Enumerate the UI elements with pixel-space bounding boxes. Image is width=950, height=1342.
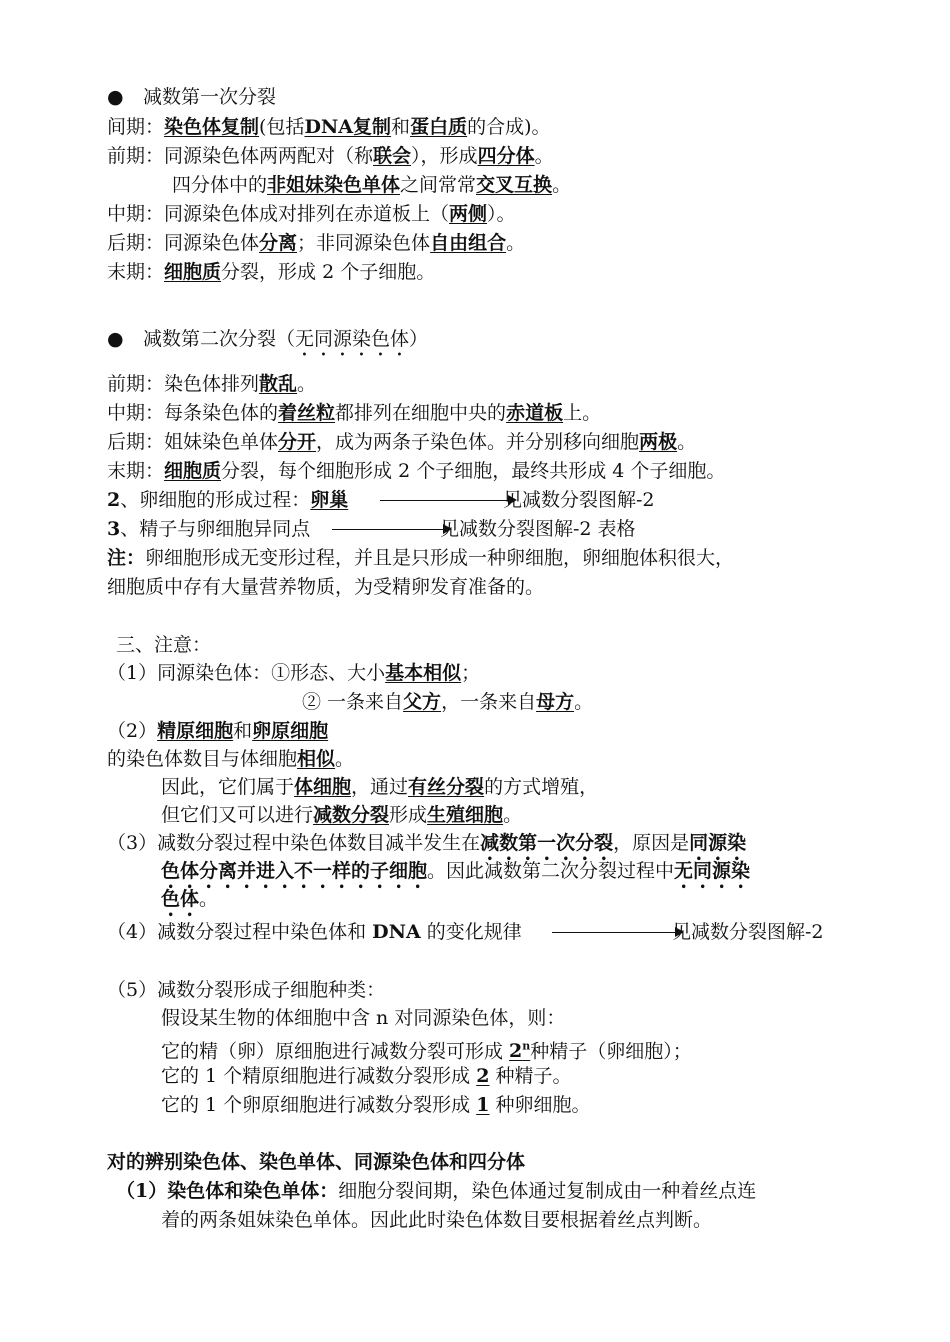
section3-item4-ref: 见减数分裂图解-2 [672,921,824,943]
meiosis1-metaphase: 中期：同源染色体成对排列在赤道板上（两侧）。 [107,203,516,225]
section3-title: 三、注意： [116,634,212,656]
section3-item3c: 色体。 [161,888,219,910]
meiosis1-prophase-crossover: 四分体中的非姐妹染色单体之间常常交叉互换。 [172,174,572,196]
final-title: 对的辨别染色体、染色单体、同源染色体和四分体 [107,1151,526,1173]
meiosis2-prophase: 前期：染色体排列散乱。 [107,373,317,395]
bullet-icon: ● [107,86,124,108]
section3-item2: （2）精原细胞和卵原细胞 [107,720,329,742]
section3-item5b: 它的精（卵）原细胞进行减数分裂可形成 2$^n$种精子（卵细胞）； [161,1040,692,1063]
bullet-icon: ● [107,328,124,350]
note-line-2: 细胞质中存有大量营养物质，为受精卵发育准备的。 [107,576,545,598]
arrow-icon [332,529,450,530]
egg-formation-ref: 见减数分裂图解-2 [503,489,655,511]
final-item1: （1）染色体和染色单体：细胞分裂间期，染色体通过复制成由一种着丝点连 [116,1180,757,1202]
section3-item2b: 的染色体数目与体细胞相似。 [107,748,355,770]
section3-item4: （4）减数分裂过程中染色体和 DNA 的变化规律 [107,921,522,943]
meiosis1-prophase: 前期：同源染色体两两配对（称联会），形成四分体。 [107,145,554,167]
section3-item1b: ② 一条来自父方，一条来自母方。 [302,691,594,713]
section3-item5: （5）减数分裂形成子细胞种类： [107,979,386,1001]
section3-item5a: 假设某生物的体细胞中含 n 对同源染色体，则： [161,1007,566,1029]
sperm-egg-line: 3、精子与卵细胞异同点 [107,518,311,540]
meiosis2-anaphase: 后期：姐妹染色单体分开，成为两条子染色体。并分别移向细胞两极。 [107,431,697,453]
sperm-egg-ref: 见减数分裂图解-2 表格 [440,518,636,540]
section3-item5d: 它的 1 个卵原细胞进行减数分裂形成 1 种卵细胞。 [161,1094,591,1116]
meiosis2-metaphase: 中期：每条染色体的着丝粒都排列在细胞中央的赤道板上。 [107,402,602,424]
final-item1b: 着的两条姐妹染色单体。因此此时染色体数目要根据着丝点判断。 [161,1209,713,1231]
section3-item5c: 它的 1 个精原细胞进行减数分裂形成 2 种精子。 [161,1065,572,1087]
section3-item2c: 因此，它们属于体细胞，通过有丝分裂的方式增殖， [161,776,599,798]
section3-item3: （3）减数分裂过程中染色体数目减半发生在减数第一次分裂，原因是同源染 [107,832,747,854]
note-line-1: 注：卵细胞形成无变形过程，并且是只形成一种卵细胞，卵细胞体积很大， [107,547,735,569]
meiosis1-telophase: 末期：细胞质分裂，形成 2 个子细胞。 [107,261,436,283]
arrow-icon [380,500,515,501]
section3-item3b: 色体分离并进入不一样的子细胞。因此减数第二次分裂过程中无同源染 [161,860,751,882]
meiosis1-heading: ● 减数第一次分裂 [107,86,277,108]
meiosis2-telophase: 末期：细胞质分裂，每个细胞形成 2 个子细胞，最终共形成 4 个子细胞。 [107,460,726,482]
arrow-icon [552,932,682,933]
section3-item2d: 但它们又可以进行减数分裂形成生殖细胞。 [161,804,523,826]
meiosis1-anaphase: 后期：同源染色体分离；非同源染色体自由组合。 [107,232,526,254]
section3-item1: （1）同源染色体：①形态、大小基本相似； [107,662,481,684]
meiosis2-heading: ● 减数第二次分裂（无同源染色体） [107,328,429,350]
meiosis1-interphase: 间期：染色体复制(包括DNA复制和蛋白质的合成)。 [107,116,551,138]
egg-formation-line: 2、卵细胞的形成过程：卵巢 [107,489,349,511]
